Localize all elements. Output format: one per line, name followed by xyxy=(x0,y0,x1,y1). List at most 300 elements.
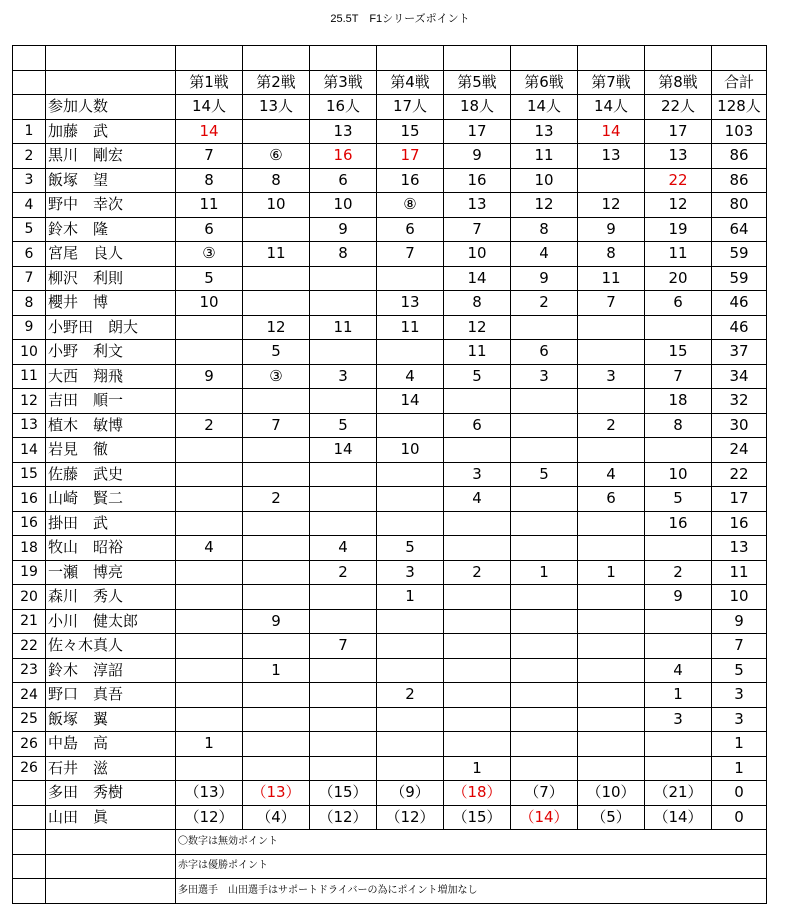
points-cell: 4 xyxy=(377,364,444,389)
points-cell: 2 xyxy=(377,683,444,708)
table-row xyxy=(13,438,767,463)
points-cell: 13 xyxy=(578,144,645,169)
points-cell xyxy=(310,707,377,732)
points-cell: 16 xyxy=(444,168,511,193)
table-row xyxy=(13,756,767,781)
points-cell xyxy=(645,609,712,634)
points-cell xyxy=(310,340,377,365)
total-cell: 64 xyxy=(712,217,767,242)
total-cell: 46 xyxy=(712,315,767,340)
points-cell xyxy=(176,634,243,659)
points-table xyxy=(12,45,767,904)
points-cell: 10 xyxy=(243,193,310,218)
driver-name: 佐々木真人 xyxy=(46,634,176,659)
total-cell: 32 xyxy=(712,389,767,414)
points-cell: 2 xyxy=(578,413,645,438)
page-title: 25.5T F1シリーズポイント xyxy=(330,13,470,25)
driver-name: 中島 高 xyxy=(46,732,176,757)
points-cell: （4） xyxy=(243,805,310,830)
rank-cell: 16 xyxy=(13,511,46,536)
points-cell: 7 xyxy=(444,217,511,242)
total-cell: 9 xyxy=(712,609,767,634)
driver-name: 岩見 徹 xyxy=(46,438,176,463)
points-cell xyxy=(176,756,243,781)
points-cell xyxy=(511,609,578,634)
points-cell xyxy=(176,462,243,487)
points-cell: 7 xyxy=(578,291,645,316)
rank-cell: 4 xyxy=(13,193,46,218)
points-cell: 11 xyxy=(578,266,645,291)
points-cell: 6 xyxy=(176,217,243,242)
points-cell xyxy=(377,609,444,634)
points-cell: 2 xyxy=(511,291,578,316)
points-cell xyxy=(310,266,377,291)
points-cell: 4 xyxy=(645,658,712,683)
points-cell xyxy=(377,634,444,659)
points-cell xyxy=(243,291,310,316)
points-cell: 8 xyxy=(176,168,243,193)
points-cell xyxy=(444,511,511,536)
rank-cell xyxy=(13,805,46,830)
points-cell xyxy=(310,291,377,316)
rank-cell: 19 xyxy=(13,560,46,585)
points-cell xyxy=(511,413,578,438)
points-cell xyxy=(310,683,377,708)
points-cell: 1 xyxy=(511,560,578,585)
points-cell: 7 xyxy=(310,634,377,659)
points-cell: （13） xyxy=(243,781,310,806)
total-cell: 22 xyxy=(712,462,767,487)
points-cell xyxy=(377,487,444,512)
points-cell: 10 xyxy=(444,242,511,267)
total-cell: 86 xyxy=(712,144,767,169)
points-cell: 9 xyxy=(243,609,310,634)
points-cell xyxy=(645,634,712,659)
points-cell: 4 xyxy=(310,536,377,561)
points-cell: 8 xyxy=(444,291,511,316)
points-cell: 9 xyxy=(645,585,712,610)
points-cell xyxy=(578,658,645,683)
points-cell xyxy=(176,707,243,732)
points-cell: 6 xyxy=(444,413,511,438)
points-cell: 5 xyxy=(310,413,377,438)
points-cell: 2 xyxy=(310,560,377,585)
points-cell xyxy=(243,707,310,732)
points-cell: 7 xyxy=(176,144,243,169)
points-cell xyxy=(176,340,243,365)
points-cell: 17 xyxy=(645,119,712,144)
driver-name: 佐藤 武史 xyxy=(46,462,176,487)
driver-name: 野中 幸次 xyxy=(46,193,176,218)
points-cell xyxy=(578,732,645,757)
points-cell: 1 xyxy=(176,732,243,757)
rank-cell: 16 xyxy=(13,487,46,512)
rank-cell: 5 xyxy=(13,217,46,242)
points-cell xyxy=(243,732,310,757)
driver-name: 掛田 武 xyxy=(46,511,176,536)
points-cell xyxy=(243,536,310,561)
points-cell xyxy=(511,585,578,610)
table-row xyxy=(13,658,767,683)
round-header: 第3戦 xyxy=(310,70,377,95)
points-cell xyxy=(444,683,511,708)
points-cell: （15） xyxy=(310,781,377,806)
points-cell: 15 xyxy=(377,119,444,144)
points-cell: 16 xyxy=(377,168,444,193)
points-cell: 17 xyxy=(377,144,444,169)
table-row xyxy=(13,217,767,242)
rank-cell: 23 xyxy=(13,658,46,683)
rank-cell: 20 xyxy=(13,585,46,610)
driver-name: 飯塚 望 xyxy=(46,168,176,193)
table-row xyxy=(13,707,767,732)
points-cell: 8 xyxy=(243,168,310,193)
points-cell: 11 xyxy=(310,315,377,340)
points-cell: 8 xyxy=(578,242,645,267)
note-row xyxy=(13,854,767,879)
table-row xyxy=(13,732,767,757)
rank-cell: 22 xyxy=(13,634,46,659)
points-cell: 4 xyxy=(444,487,511,512)
points-cell: 3 xyxy=(310,364,377,389)
points-cell: 1 xyxy=(377,585,444,610)
participants-count: 16人 xyxy=(310,95,377,120)
points-cell xyxy=(444,732,511,757)
footnote: 赤字は優勝ポイント xyxy=(176,854,767,879)
points-cell: 5 xyxy=(243,340,310,365)
total-cell: 86 xyxy=(712,168,767,193)
total-cell: 37 xyxy=(712,340,767,365)
participants-count: 14人 xyxy=(578,95,645,120)
points-cell xyxy=(511,634,578,659)
points-cell: 15 xyxy=(645,340,712,365)
points-cell xyxy=(243,389,310,414)
points-cell xyxy=(645,438,712,463)
points-cell xyxy=(310,732,377,757)
points-cell: 13 xyxy=(645,144,712,169)
table-row xyxy=(13,511,767,536)
rank-cell: 2 xyxy=(13,144,46,169)
points-cell: （12） xyxy=(310,805,377,830)
rank-cell: 26 xyxy=(13,756,46,781)
points-cell: 3 xyxy=(377,560,444,585)
table-row xyxy=(13,536,767,561)
points-cell: 11 xyxy=(511,144,578,169)
points-cell xyxy=(176,585,243,610)
points-cell xyxy=(176,389,243,414)
points-cell xyxy=(578,585,645,610)
points-cell: 14 xyxy=(310,438,377,463)
points-cell: 3 xyxy=(578,364,645,389)
points-cell xyxy=(444,438,511,463)
total-cell: 3 xyxy=(712,707,767,732)
points-cell: 13 xyxy=(310,119,377,144)
rank-cell: 25 xyxy=(13,707,46,732)
points-cell: 7 xyxy=(243,413,310,438)
points-cell: 14 xyxy=(444,266,511,291)
points-cell xyxy=(176,609,243,634)
driver-name: 大西 翔飛 xyxy=(46,364,176,389)
total-cell: 16 xyxy=(712,511,767,536)
points-cell xyxy=(176,438,243,463)
driver-name: 鈴木 淳詔 xyxy=(46,658,176,683)
driver-name: 小川 健太郎 xyxy=(46,609,176,634)
points-cell: 2 xyxy=(243,487,310,512)
table-row xyxy=(13,266,767,291)
points-cell: 11 xyxy=(645,242,712,267)
points-cell: ③ xyxy=(176,242,243,267)
table-row xyxy=(13,487,767,512)
points-cell: 13 xyxy=(377,291,444,316)
points-cell: 13 xyxy=(444,193,511,218)
points-cell: （15） xyxy=(444,805,511,830)
table-row xyxy=(13,683,767,708)
points-cell xyxy=(310,511,377,536)
points-cell: 5 xyxy=(377,536,444,561)
footnote: 多田選手 山田選手はサポートドライバーの為にポイント増加なし xyxy=(176,879,767,904)
total-cell: 59 xyxy=(712,266,767,291)
points-cell xyxy=(176,487,243,512)
total-cell: 34 xyxy=(712,364,767,389)
points-cell: 14 xyxy=(578,119,645,144)
points-cell xyxy=(444,536,511,561)
points-cell xyxy=(444,389,511,414)
rank-cell: 21 xyxy=(13,609,46,634)
points-cell: 3 xyxy=(511,364,578,389)
points-cell: （14） xyxy=(645,805,712,830)
participants-row xyxy=(13,95,767,120)
points-cell xyxy=(377,658,444,683)
total-cell: 1 xyxy=(712,756,767,781)
table-row xyxy=(13,315,767,340)
points-cell xyxy=(578,634,645,659)
table-row xyxy=(13,364,767,389)
table-row xyxy=(13,168,767,193)
driver-name: 黒川 剛宏 xyxy=(46,144,176,169)
points-cell: （18） xyxy=(444,781,511,806)
rank-cell: 12 xyxy=(13,389,46,414)
points-cell xyxy=(444,658,511,683)
points-cell: 13 xyxy=(511,119,578,144)
total-cell: 0 xyxy=(712,781,767,806)
table-row xyxy=(13,413,767,438)
rank-cell: 13 xyxy=(13,413,46,438)
participants-count: 13人 xyxy=(243,95,310,120)
total-cell: 24 xyxy=(712,438,767,463)
table-row xyxy=(13,609,767,634)
driver-name: 森川 秀人 xyxy=(46,585,176,610)
points-cell: 10 xyxy=(511,168,578,193)
points-cell xyxy=(578,536,645,561)
points-cell: （21） xyxy=(645,781,712,806)
driver-name: 多田 秀樹 xyxy=(46,781,176,806)
points-cell xyxy=(578,389,645,414)
total-cell: 13 xyxy=(712,536,767,561)
points-cell xyxy=(511,487,578,512)
table-row xyxy=(13,585,767,610)
driver-name: 小野田 朗大 xyxy=(46,315,176,340)
participants-count: 22人 xyxy=(645,95,712,120)
points-cell: 6 xyxy=(511,340,578,365)
points-cell: 6 xyxy=(645,291,712,316)
rank-cell: 9 xyxy=(13,315,46,340)
driver-name: 柳沢 利則 xyxy=(46,266,176,291)
points-cell: 11 xyxy=(243,242,310,267)
points-cell: 2 xyxy=(444,560,511,585)
points-cell xyxy=(310,585,377,610)
rank-cell: 7 xyxy=(13,266,46,291)
points-cell xyxy=(243,266,310,291)
table-row xyxy=(13,119,767,144)
total-cell: 59 xyxy=(712,242,767,267)
rank-cell: 18 xyxy=(13,536,46,561)
points-cell: 1 xyxy=(243,658,310,683)
points-cell: 14 xyxy=(377,389,444,414)
points-cell xyxy=(578,168,645,193)
driver-name: 飯塚 翼 xyxy=(46,707,176,732)
points-cell xyxy=(377,413,444,438)
total-cell: 46 xyxy=(712,291,767,316)
points-cell: （12） xyxy=(377,805,444,830)
points-cell: 9 xyxy=(444,144,511,169)
points-cell: ⑧ xyxy=(377,193,444,218)
points-cell: （9） xyxy=(377,781,444,806)
round-header: 第4戦 xyxy=(377,70,444,95)
points-cell xyxy=(243,634,310,659)
points-cell xyxy=(444,609,511,634)
note-row xyxy=(13,879,767,904)
points-cell xyxy=(444,585,511,610)
points-cell: 5 xyxy=(511,462,578,487)
points-cell: 9 xyxy=(176,364,243,389)
driver-name: 鈴木 隆 xyxy=(46,217,176,242)
points-cell xyxy=(377,462,444,487)
points-cell: 10 xyxy=(176,291,243,316)
points-cell xyxy=(310,462,377,487)
points-cell xyxy=(578,315,645,340)
points-cell: 11 xyxy=(444,340,511,365)
round-header-row xyxy=(13,70,767,95)
points-cell xyxy=(377,707,444,732)
points-cell xyxy=(243,511,310,536)
points-cell xyxy=(645,756,712,781)
points-cell: 7 xyxy=(377,242,444,267)
points-cell xyxy=(377,340,444,365)
points-cell: 18 xyxy=(645,389,712,414)
points-cell xyxy=(243,438,310,463)
points-cell: 1 xyxy=(444,756,511,781)
points-cell: （13） xyxy=(176,781,243,806)
points-cell: 4 xyxy=(578,462,645,487)
participants-total: 128人 xyxy=(712,95,767,120)
table-row xyxy=(13,291,767,316)
points-cell xyxy=(444,634,511,659)
rank-cell: 11 xyxy=(13,364,46,389)
points-cell xyxy=(578,340,645,365)
total-cell: 80 xyxy=(712,193,767,218)
points-cell: 10 xyxy=(645,462,712,487)
total-cell: 0 xyxy=(712,805,767,830)
rank-cell: 14 xyxy=(13,438,46,463)
points-cell xyxy=(511,389,578,414)
points-cell: 12 xyxy=(578,193,645,218)
table-row xyxy=(13,634,767,659)
points-cell: 7 xyxy=(645,364,712,389)
table-row xyxy=(13,389,767,414)
points-cell xyxy=(511,732,578,757)
points-cell: （7） xyxy=(511,781,578,806)
table-row xyxy=(13,242,767,267)
points-cell: 5 xyxy=(645,487,712,512)
points-cell xyxy=(377,732,444,757)
points-cell xyxy=(578,707,645,732)
round-header: 第6戦 xyxy=(511,70,578,95)
table-row xyxy=(13,560,767,585)
points-cell: 4 xyxy=(511,242,578,267)
points-cell: 12 xyxy=(444,315,511,340)
points-cell xyxy=(243,560,310,585)
points-cell xyxy=(243,119,310,144)
points-cell xyxy=(645,732,712,757)
rank-cell: 15 xyxy=(13,462,46,487)
points-cell xyxy=(645,315,712,340)
points-cell: 17 xyxy=(444,119,511,144)
driver-name: 小野 利文 xyxy=(46,340,176,365)
points-cell: 11 xyxy=(377,315,444,340)
driver-name: 植木 敏博 xyxy=(46,413,176,438)
table-row xyxy=(13,781,767,806)
points-cell: 4 xyxy=(176,536,243,561)
rank-cell: 8 xyxy=(13,291,46,316)
points-cell: 2 xyxy=(176,413,243,438)
points-cell xyxy=(511,683,578,708)
participants-count: 14人 xyxy=(511,95,578,120)
points-cell xyxy=(310,389,377,414)
round-header: 第2戦 xyxy=(243,70,310,95)
points-cell xyxy=(377,756,444,781)
points-cell: 8 xyxy=(645,413,712,438)
points-cell: 5 xyxy=(176,266,243,291)
driver-name: 櫻井 博 xyxy=(46,291,176,316)
driver-name: 牧山 昭裕 xyxy=(46,536,176,561)
points-cell: 12 xyxy=(511,193,578,218)
points-cell xyxy=(243,462,310,487)
points-cell: 1 xyxy=(578,560,645,585)
points-cell xyxy=(310,756,377,781)
points-cell xyxy=(243,217,310,242)
total-cell: 5 xyxy=(712,658,767,683)
points-cell xyxy=(578,438,645,463)
points-cell xyxy=(176,683,243,708)
points-cell xyxy=(310,658,377,683)
total-cell: 17 xyxy=(712,487,767,512)
points-cell: 14 xyxy=(176,119,243,144)
total-cell: 103 xyxy=(712,119,767,144)
points-cell: 8 xyxy=(511,217,578,242)
points-cell: 9 xyxy=(511,266,578,291)
points-cell: 6 xyxy=(578,487,645,512)
table-row xyxy=(13,340,767,365)
driver-name: 吉田 順一 xyxy=(46,389,176,414)
points-cell: 6 xyxy=(310,168,377,193)
points-cell xyxy=(511,536,578,561)
rank-cell: 1 xyxy=(13,119,46,144)
blank-header-row xyxy=(13,46,767,71)
points-cell: 3 xyxy=(645,707,712,732)
rank-cell: 10 xyxy=(13,340,46,365)
points-cell: 10 xyxy=(310,193,377,218)
points-cell xyxy=(310,609,377,634)
